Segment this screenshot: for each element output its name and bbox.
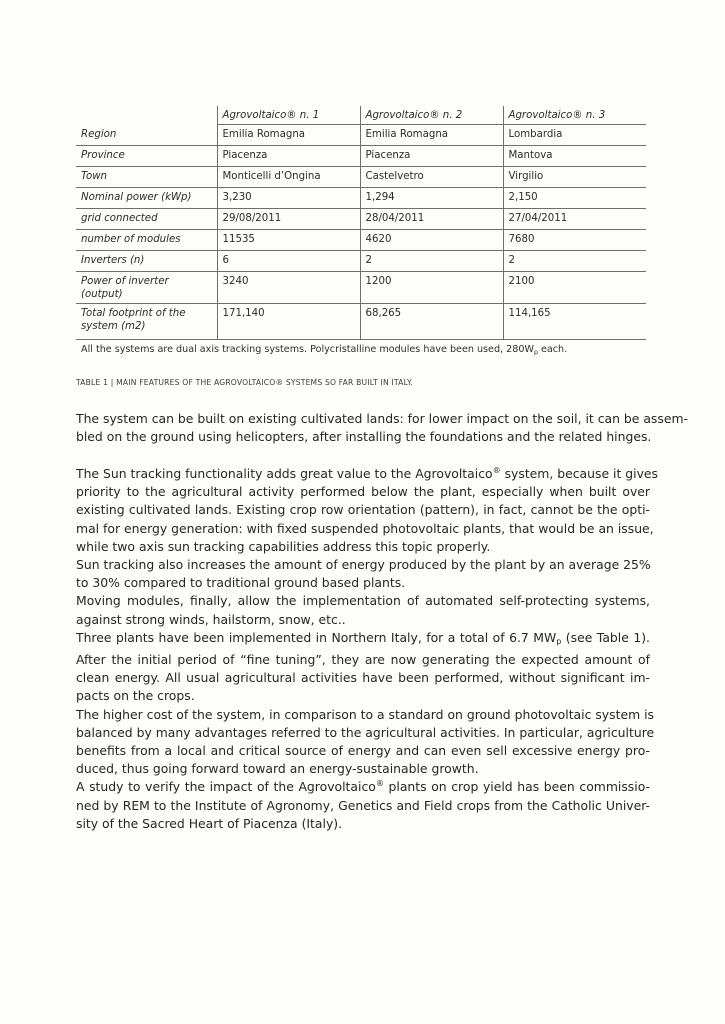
table-row <box>76 167 646 188</box>
registered-mark: ® <box>492 466 501 475</box>
table-row <box>76 188 646 209</box>
table-cell: 27/04/2011 <box>503 209 646 230</box>
table-note <box>81 344 567 356</box>
table-cell: 171,140 <box>217 304 360 340</box>
table-cell: 68,265 <box>360 304 503 340</box>
table-row-label: Nominal power (kWp) <box>76 188 217 209</box>
paragraph-line: Moving modules, finally, allow the implementation of automated self-protecting systems, <box>76 593 650 609</box>
table-cell: 6 <box>217 251 360 272</box>
paragraph-line: sity of the Sacred Heart of Piacenza (Italy). <box>76 815 343 831</box>
paragraph-line <box>76 629 650 651</box>
table-note-subscript: p <box>533 349 538 356</box>
features-table-container <box>76 106 646 340</box>
paragraph-line <box>76 778 650 796</box>
table-cell: 2100 <box>503 272 646 304</box>
table-cell: 2 <box>360 251 503 272</box>
paragraph-line: existing cultivated lands. Existing crop row orientation (pattern), in fact, cannot be the opti- <box>76 502 650 518</box>
registered-mark: ® <box>375 779 384 789</box>
table-row <box>76 272 646 304</box>
table-header-corner <box>76 106 217 125</box>
table-row <box>76 304 646 340</box>
table-cell: Virgilio <box>503 167 646 188</box>
table-cell: 11535 <box>217 230 360 251</box>
table-cell: Lombardia <box>503 125 646 146</box>
table-cell: Castelvetro <box>360 167 503 188</box>
table-header-row <box>76 106 646 125</box>
paragraph-line: against strong winds, hailstorm, snow, etc.. <box>76 611 346 627</box>
table-cell: Mantova <box>503 146 646 167</box>
paragraph-line: priority to the agricultural activity performed below the plant, especially when built over <box>76 484 650 500</box>
table-header-plant-2: Agrovoltaico® n. 2 <box>360 106 503 125</box>
table-cell: 3240 <box>217 272 360 304</box>
table-cell: 29/08/2011 <box>217 209 360 230</box>
table-cell: Monticelli d’Ongina <box>217 167 360 188</box>
paragraph-line: The higher cost of the system, in comparison to a standard on ground photovoltaic system is <box>76 706 654 722</box>
table-cell: 3,230 <box>217 188 360 209</box>
table-row <box>76 125 646 146</box>
paragraph-line: The system can be built on existing cultivated lands: for lower impact on the soil, it can be assem- <box>76 411 688 426</box>
paragraph-line: benefits from a local and critical source of energy and can even sell excessive energy pro- <box>76 743 650 759</box>
table-cell: 28/04/2011 <box>360 209 503 230</box>
paragraph-line: Sun tracking also increases the amount of energy produced by the plant by an average 25% <box>76 557 651 573</box>
p5-text: Three plants have been implemented in Northern Italy, for a total of 6.7 MW <box>76 629 557 645</box>
features-table <box>76 106 646 340</box>
paragraph-line: pacts on the crops. <box>76 688 195 704</box>
table-row <box>76 230 646 251</box>
table-cell: Emilia Romagna <box>360 125 503 146</box>
paragraph-line: duced, thus going forward toward an energy-sustainable growth. <box>76 761 479 777</box>
paragraph-line: After the initial period of “fine tuning”, they are now generating the expected amount of <box>76 652 650 668</box>
table-cell: Emilia Romagna <box>217 125 360 146</box>
table-row-label: Province <box>76 146 217 167</box>
table-cell: Piacenza <box>217 146 360 167</box>
p5-subscript: p <box>556 636 562 646</box>
paragraph-line: clean energy. All usual agricultural activities have been performed, without significant im- <box>76 670 650 686</box>
table-cell: 1200 <box>360 272 503 304</box>
paragraph-1 <box>76 410 688 446</box>
table-row <box>76 209 646 230</box>
table-note-text: All the systems are dual axis tracking systems. Polycristalline modules have been used, 280W <box>81 344 534 355</box>
table-header-plant-3: Agrovoltaico® n. 3 <box>503 106 646 125</box>
table-cell: 7680 <box>503 230 646 251</box>
table-row-label: grid connected <box>76 209 217 230</box>
table-row-label: number of modules <box>76 230 217 251</box>
paragraph-line: while two axis sun tracking capabilities address this topic properly. <box>76 538 491 554</box>
paragraph-line: mal for energy generation: with fixed suspended photovoltaic plants, that would be an issue, <box>76 520 654 536</box>
paragraph-line: ned by REM to the Institute of Agronomy, Genetics and Field crops from the Catholic Univer- <box>76 797 650 813</box>
table-cell: 1,294 <box>360 188 503 209</box>
table-cell: 4620 <box>360 230 503 251</box>
table-row <box>76 146 646 167</box>
table-row-label: Region <box>76 125 217 146</box>
line-text: The Sun tracking functionality adds great value to the Agrovoltaico® system, because it gives <box>76 466 658 481</box>
table-cell: Piacenza <box>360 146 503 167</box>
table-caption: TABLE 1 | MAIN FEATURES OF THE AGROVOLTAICO® SYSTEMS SO FAR BUILT IN ITALY. <box>76 378 413 387</box>
table-row-label: Total footprint of the system (m2) <box>76 304 217 340</box>
table-row-label: Town <box>76 167 217 188</box>
table-note-tail: each. <box>537 344 568 355</box>
table-cell: 2 <box>503 251 646 272</box>
paragraph-2 <box>76 465 658 833</box>
line-text: A study to verify the impact of the Agrovoltaico® plants on crop yield has been commissio- <box>76 779 650 795</box>
table-row-label: Power of inverter (output) <box>76 272 217 304</box>
table-header-plant-1: Agrovoltaico® n. 1 <box>217 106 360 125</box>
table-row-label: Inverters (n) <box>76 251 217 272</box>
paragraph-line: balanced by many advantages referred to the agricultural activities. In particular, agriculture <box>76 724 655 740</box>
p5-tail: (see Table 1). <box>561 629 650 645</box>
table-cell: 114,165 <box>503 304 646 340</box>
paragraph-line: bled on the ground using helicopters, after installing the foundations and the related hinges. <box>76 429 652 445</box>
paragraph-line: to 30% compared to traditional ground based plants. <box>76 575 406 591</box>
table-cell: 2,150 <box>503 188 646 209</box>
table-row <box>76 251 646 272</box>
paragraph-line <box>76 465 658 483</box>
